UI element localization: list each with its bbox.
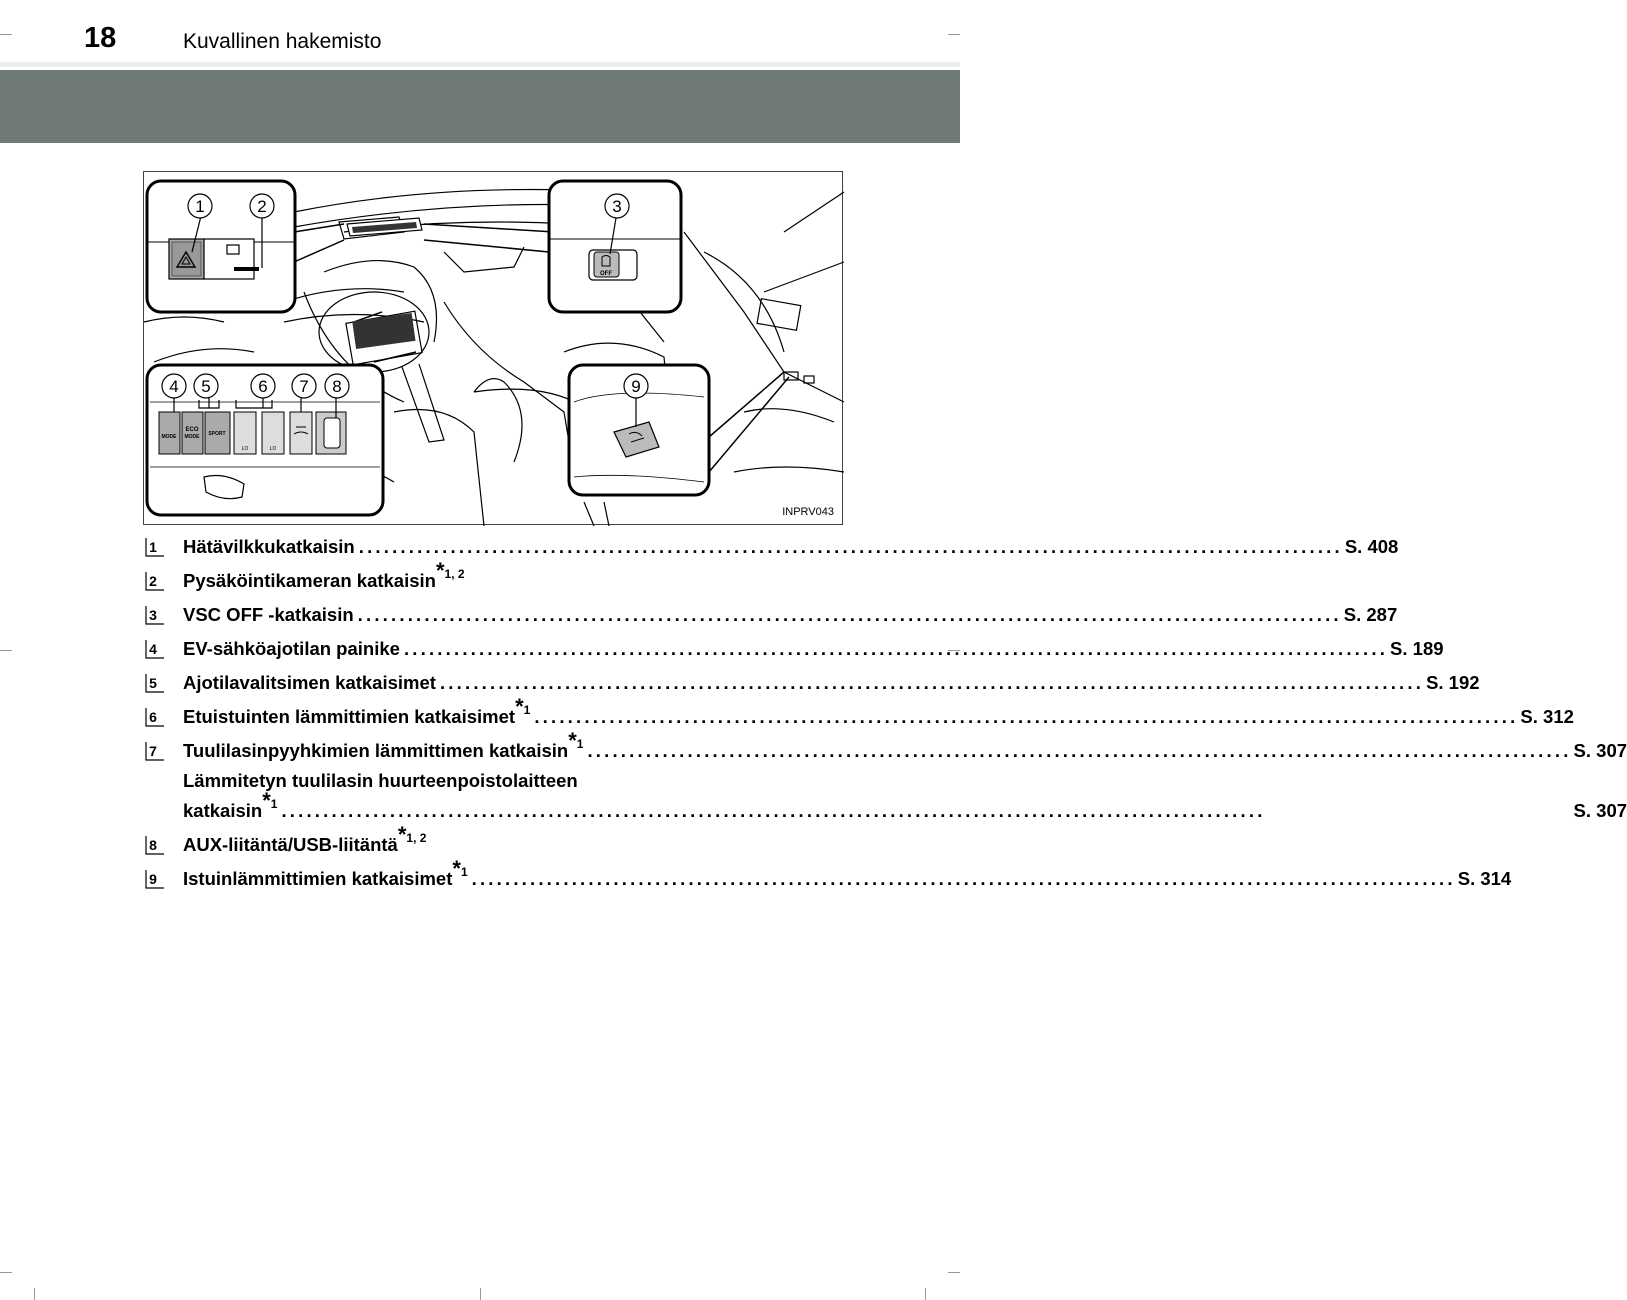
callout-number: 9 xyxy=(631,377,641,396)
svg-text:9: 9 xyxy=(149,871,157,887)
svg-text:3: 3 xyxy=(149,607,157,623)
list-item xyxy=(144,822,824,862)
item-number-badge xyxy=(144,638,166,660)
item-number-badge xyxy=(144,536,166,558)
dot-leader: ...................................................................................................................... xyxy=(439,672,1425,693)
callout-box-vsc xyxy=(549,181,681,312)
dashboard-illustration xyxy=(143,171,843,525)
callout-number: 2 xyxy=(257,197,267,216)
item-text-block xyxy=(183,728,1627,828)
callout-box-hazard xyxy=(147,181,295,312)
item-label: Tuulilasinpyyhkimien lämmittimen katkaisin$^{*1}$ xyxy=(183,728,584,761)
page-reference: S. 307 xyxy=(1573,740,1627,761)
eco-mode-label: MODE xyxy=(184,434,200,440)
crop-mark xyxy=(0,650,12,651)
list-item xyxy=(144,856,1512,896)
list-item xyxy=(144,666,1480,700)
list-item xyxy=(144,598,1398,632)
crop-mark xyxy=(925,1288,926,1300)
item-label: AUX-liitäntä/USB-liitäntä$^{*1, 2}$ xyxy=(183,822,427,855)
svg-text:8: 8 xyxy=(149,837,157,853)
sport-label: SPORT xyxy=(208,431,226,437)
lo-label: LO xyxy=(269,446,277,452)
list-item xyxy=(144,558,824,598)
callout-box-seat-heater xyxy=(569,365,709,495)
page-reference: S. 189 xyxy=(1390,638,1444,659)
callout-number: 7 xyxy=(299,377,309,396)
svg-text:6: 6 xyxy=(149,709,157,725)
item-label: EV-sähköajotilan painike xyxy=(183,638,400,659)
section-title: Kuvallinen hakemisto xyxy=(183,30,382,53)
svg-text:5: 5 xyxy=(149,675,157,691)
crop-mark xyxy=(948,1272,960,1273)
item-number-badge xyxy=(144,706,166,728)
item-label-continued: katkaisin$^{*1}$ xyxy=(183,788,278,821)
dot-leader: ...................................................................................................................... xyxy=(358,536,1343,557)
svg-text:7: 7 xyxy=(149,743,157,759)
item-number-badge xyxy=(144,740,166,762)
page-reference: S. 314 xyxy=(1457,868,1512,889)
dot-leader: ...................................................................................................................... xyxy=(403,638,1389,659)
item-label: Etuistuinten lämmittimien katkaisimet$^{*1}$ xyxy=(183,694,531,727)
page-reference: S. 312 xyxy=(1520,706,1574,727)
item-number-badge xyxy=(144,672,166,694)
page-header xyxy=(0,0,960,66)
dot-leader: ...................................................................................................................... xyxy=(534,706,1519,727)
item-label: Istuinlämmittimien katkaisimet$^{*1}$ xyxy=(183,856,468,889)
item-number-badge xyxy=(144,604,166,626)
list-item xyxy=(144,632,1444,666)
list-item xyxy=(144,530,1399,564)
item-label: Hätävilkkukatkaisin xyxy=(183,536,355,557)
callout-number: 1 xyxy=(195,197,205,216)
item-label-continued: Lämmitetyn tuulilasin huurteenpoistolaitteen xyxy=(183,770,578,791)
item-label: VSC OFF -katkaisin xyxy=(183,604,354,625)
callout-number: 6 xyxy=(258,377,268,396)
page-reference: S. 287 xyxy=(1343,604,1398,625)
callout-number: 8 xyxy=(332,377,342,396)
callout-number: 3 xyxy=(612,197,622,216)
page-number: 18 xyxy=(84,22,117,54)
crop-mark xyxy=(480,1288,481,1300)
eco-label: ECO xyxy=(185,427,199,433)
item-number-badge xyxy=(144,868,166,890)
dot-leader: ...................................................................................................................... xyxy=(281,800,1266,821)
vsc-off-label: OFF xyxy=(600,271,612,277)
dot-leader: ...................................................................................................................... xyxy=(587,740,1572,761)
page-reference: S. 307 xyxy=(1573,800,1627,821)
crop-mark xyxy=(34,1288,35,1300)
item-label: Pysäköintikameran katkaisin$^{*1, 2}$ xyxy=(183,558,465,591)
dot-leader: ...................................................................................................................... xyxy=(357,604,1342,625)
callout-number: 5 xyxy=(201,377,211,396)
page-reference: S. 192 xyxy=(1426,672,1480,693)
svg-text:4: 4 xyxy=(149,641,157,657)
item-label: Ajotilavalitsimen katkaisimet xyxy=(183,672,436,693)
list-item xyxy=(144,728,1627,828)
legend-list xyxy=(144,530,1627,896)
item-number-badge xyxy=(144,570,166,592)
dot-leader: ...................................................................................................................... xyxy=(471,868,1456,889)
header-separator xyxy=(0,62,960,67)
svg-text:2: 2 xyxy=(149,573,157,589)
svg-text:1: 1 xyxy=(149,539,157,555)
dashboard-drawing xyxy=(144,172,844,526)
lo-label: LO xyxy=(241,446,249,452)
crop-mark xyxy=(0,1272,12,1273)
item-number-badge xyxy=(144,834,166,856)
figure-code: INPRV043 xyxy=(782,506,834,518)
section-band xyxy=(0,70,960,143)
list-item xyxy=(144,694,1574,734)
callout-box-center-switches xyxy=(147,365,383,515)
callout-number: 4 xyxy=(169,377,179,396)
ev-mode-label: MODE xyxy=(161,434,177,440)
page-reference: S. 408 xyxy=(1344,536,1399,557)
